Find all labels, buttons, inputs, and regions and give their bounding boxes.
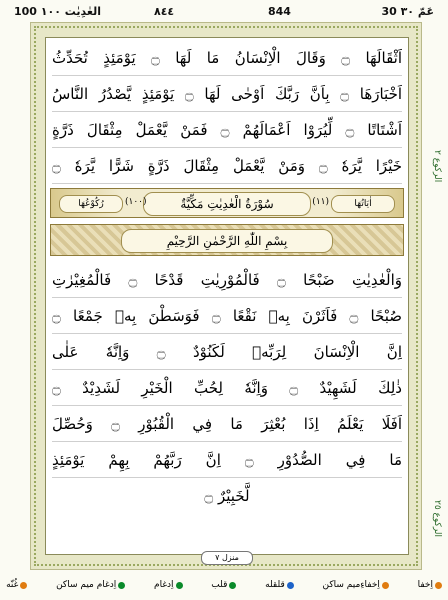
bismillah-text: بِسْمِ اللّٰهِ الرَّحْمٰنِ الرَّحِيْمِ	[121, 229, 333, 253]
page-number: 844	[268, 5, 291, 18]
ruku-mark-2: الرکوع ٢٥	[432, 500, 442, 538]
arabic-page-number: ٨٤٤	[154, 5, 175, 18]
legend-qalqala: قلقله	[265, 580, 294, 590]
legend-ikhfa: اِخفا	[418, 580, 442, 590]
verse-line-9: اَفَلَا يَعْلَمُ اِذَا بُعْثِرَ مَا فِي الْقُبُوْرِ ۝ وَحُصِّلَ	[52, 406, 402, 442]
legend-ghunna: غُنّه	[6, 580, 27, 590]
legend-dot-icon	[287, 582, 294, 589]
legend-dot-icon	[435, 582, 442, 589]
verse-line-10: مَا فِي الصُّدُوْرِ ۝ اِنَّ رَبَّهُمْ بِهِمْ يَوْمَئِذٍ	[52, 442, 402, 478]
page-header	[0, 0, 448, 22]
page-frame	[30, 22, 422, 570]
ayat-box: اٰیَاتُهَا	[331, 195, 395, 213]
legend-qalb: قلب	[211, 580, 236, 590]
surah-name-left: 100 العٰدِیٰت ١٠٠	[14, 5, 102, 18]
verse-line-1: اَثْقَالَهَا ۝ وَقَالَ الْاِنْسَانُ مَا لَهَا ۝ يَوْمَئِذٍ تُحَدِّثُ	[52, 40, 402, 76]
surah-banner	[50, 188, 404, 218]
verse-line-5: وَالْعٰدِيٰتِ ضَبْحًا ۝ فَالْمُوْرِيٰتِ قَدْحًا ۝ فَالْمُغِيْرٰتِ	[52, 262, 402, 298]
legend-dot-icon	[229, 582, 236, 589]
verse-line-6: صُبْحًا ۝ فَاَثَرْنَ بِهٖ نَقْعًا ۝ فَوَسَطْنَ بِهٖ جَمْعًا ۝	[52, 298, 402, 334]
legend-idgham: اِدغام	[154, 580, 183, 590]
surah-number: (١٠٠)	[125, 197, 147, 207]
ayat-count: (١١)	[312, 197, 329, 207]
legend-idgham-meem: اِدغام ميم ساكن	[56, 580, 125, 590]
ruku-box: رُكُوْعُهَا	[59, 195, 123, 213]
verse-line-8: ذٰلِكَ لَشَهِيْدٌ ۝ وَاِنَّهٗ لِحُبِّ الْخَيْرِ لَشَدِيْدٌ ۝	[52, 370, 402, 406]
legend-dot-icon	[20, 582, 27, 589]
text-panel	[45, 37, 409, 555]
legend-dot-icon	[382, 582, 389, 589]
legend-dot-icon	[176, 582, 183, 589]
verse-line-3: اَشْتَاتًا ۝ لِّيُرَوْا اَعْمَالَهُمْ ۝ فَمَنْ يَّعْمَلْ مِثْقَالَ ذَرَّةٍ	[52, 112, 402, 148]
verse-line-4: خَيْرًا يَّرَهٗ ۝ وَمَنْ يَّعْمَلْ مِثْقَالَ ذَرَّةٍ شَرًّا يَّرَهٗ ۝	[52, 148, 402, 184]
ruku-mark-1: الرکوع ٢	[432, 150, 442, 183]
verse-line-7: اِنَّ الْاِنْسَانَ لِرَبِّهٖ لَكَنُوْدٌ ۝ وَاِنَّهٗ عَلٰى	[52, 334, 402, 370]
tajweed-legend	[6, 575, 442, 595]
verse-line-11: لَّخَبِيْرٌ ۝	[204, 487, 250, 505]
legend-ikhfa-meem: اِخفاءِميم ساكن	[323, 580, 389, 590]
manzil-label: منزل ٧	[201, 551, 253, 565]
juz-name-right: 30 عَمّ ٣٠	[381, 5, 434, 18]
surah-title: سُوْرَةُ الْعٰدِیٰتِ مَكِّيَّةٌ	[143, 192, 311, 216]
verse-line-2: اَخْبَارَهَا ۝ بِاَنَّ رَبَّكَ اَوْحٰى لَهَا ۝ يَوْمَئِذٍ يَّصْدُرُ النَّاسُ	[52, 76, 402, 112]
bismillah-banner	[50, 224, 404, 256]
legend-dot-icon	[118, 582, 125, 589]
